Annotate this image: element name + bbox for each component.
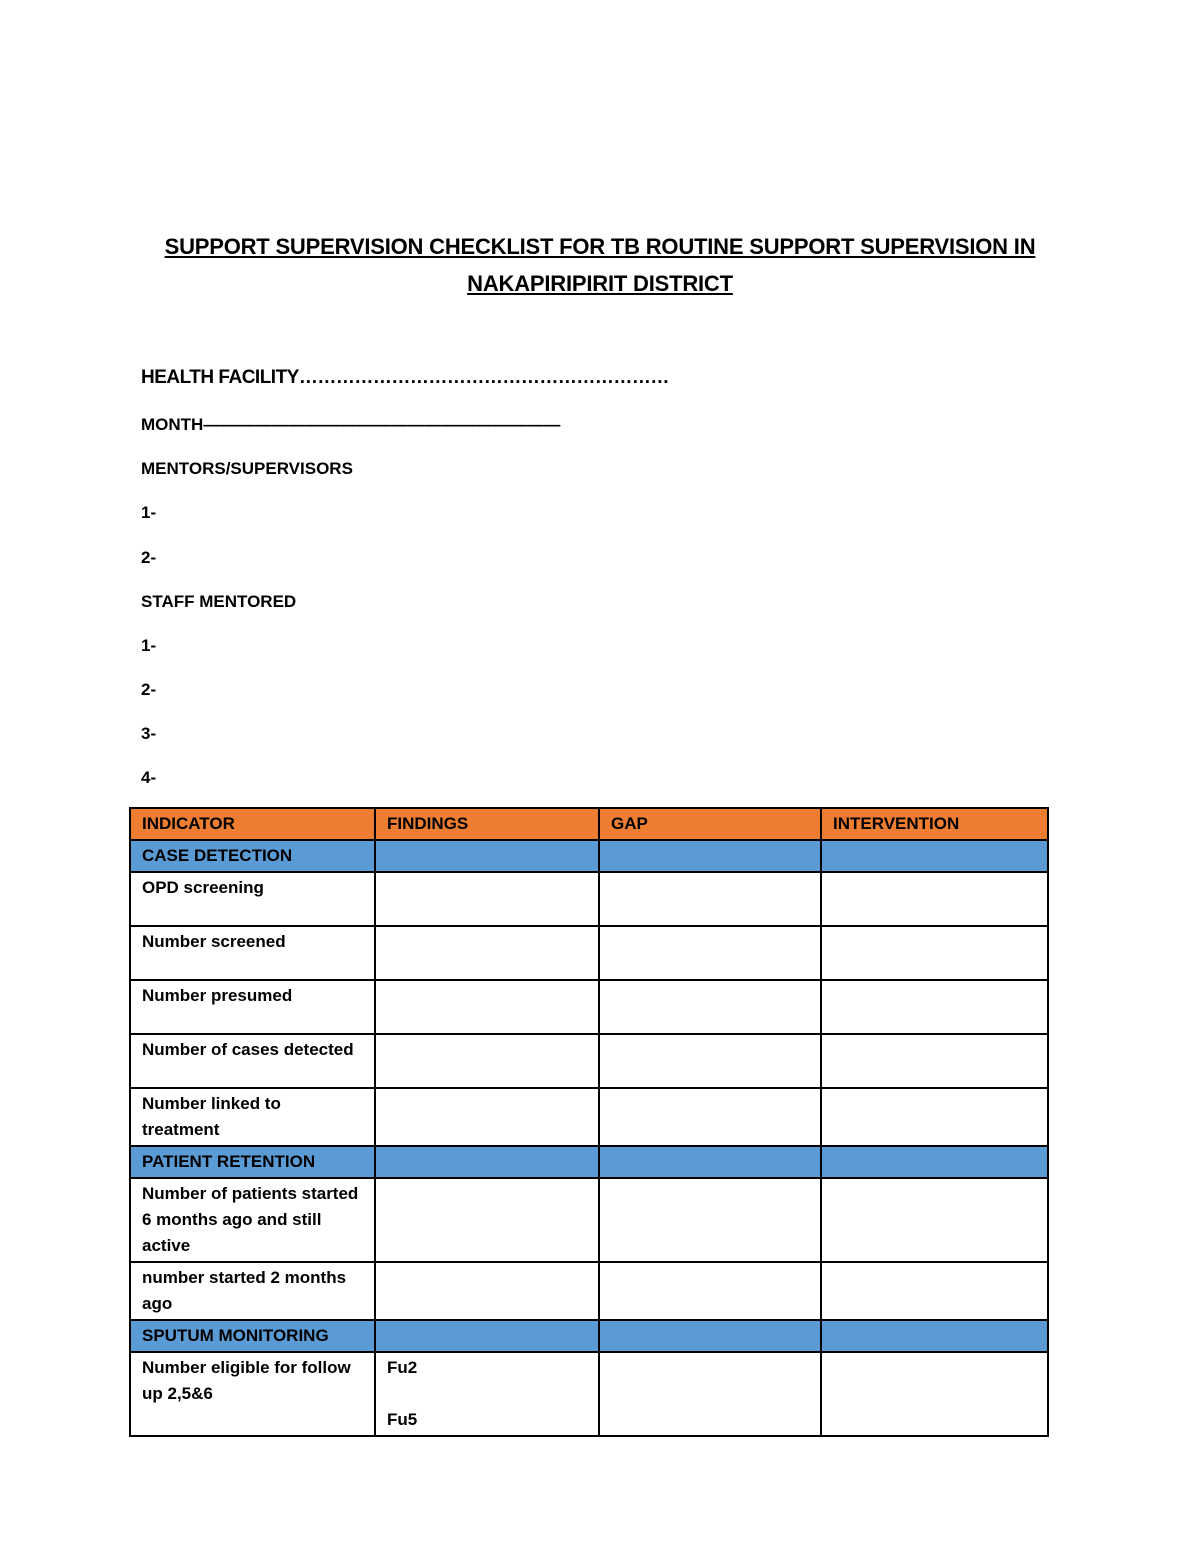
gap-cell[interactable] (599, 1034, 821, 1088)
section-title: PATIENT RETENTION (130, 1146, 375, 1178)
intervention-cell[interactable] (821, 926, 1048, 980)
indicator-cell: Number screened (130, 926, 375, 980)
fu2-label: Fu2 (387, 1358, 418, 1377)
section-title: SPUTUM MONITORING (130, 1320, 375, 1352)
section-row-case-detection (130, 840, 1048, 872)
findings-cell[interactable] (375, 926, 599, 980)
gap-cell[interactable] (599, 926, 821, 980)
mentors-label: MENTORS/SUPERVISORS (141, 459, 353, 478)
table-row (130, 872, 1048, 926)
intervention-cell[interactable] (821, 1352, 1048, 1436)
month-field[interactable]: MONTH————————————————————— (141, 415, 561, 434)
mentor-2-field[interactable]: 2- (141, 548, 157, 567)
indicator-cell: Number linked to treatment (130, 1088, 375, 1146)
header-gap: GAP (599, 808, 821, 840)
section-row-sputum-monitoring (130, 1320, 1048, 1352)
indicator-cell: Number presumed (130, 980, 375, 1034)
table-row (130, 1352, 1048, 1436)
intervention-cell[interactable] (821, 1178, 1048, 1262)
findings-cell[interactable] (375, 1088, 599, 1146)
gap-cell[interactable] (599, 1178, 821, 1262)
table-row (130, 1034, 1048, 1088)
intervention-cell[interactable] (821, 872, 1048, 926)
staff-2-field[interactable]: 2- (141, 680, 157, 699)
table-row (130, 1088, 1048, 1146)
findings-cell[interactable] (375, 872, 599, 926)
staff-4-field[interactable]: 4- (141, 768, 157, 787)
header-findings: FINDINGS (375, 808, 599, 840)
document-title-line-1: SUPPORT SUPERVISION CHECKLIST FOR TB ROUTINE SUPPORT SUPERVISION IN (164, 234, 1036, 259)
indicator-cell: Number eligible for follow up 2,5&6 (130, 1352, 375, 1436)
mentor-1-field[interactable]: 1- (141, 503, 157, 522)
intervention-cell[interactable] (821, 980, 1048, 1034)
findings-cell[interactable] (375, 1178, 599, 1262)
header-indicator: INDICATOR (130, 808, 375, 840)
checklist-table (129, 807, 1049, 1437)
gap-cell[interactable] (599, 1352, 821, 1436)
table-row (130, 926, 1048, 980)
findings-cell[interactable] (375, 980, 599, 1034)
indicator-cell: Number of patients started 6 months ago and still active (130, 1178, 375, 1262)
table-row (130, 980, 1048, 1034)
findings-cell[interactable] (375, 1352, 599, 1436)
section-title: CASE DETECTION (130, 840, 375, 872)
section-row-patient-retention (130, 1146, 1048, 1178)
fu5-label: Fu5 (387, 1410, 418, 1429)
intervention-cell[interactable] (821, 1034, 1048, 1088)
findings-cell[interactable] (375, 1034, 599, 1088)
gap-cell[interactable] (599, 872, 821, 926)
gap-cell[interactable] (599, 1088, 821, 1146)
document-title-line-2: NAKAPIRIPIRIT DISTRICT (467, 271, 733, 296)
staff-1-field[interactable]: 1- (141, 636, 157, 655)
health-facility-field[interactable]: HEALTH FACILITY…………………………………………………… (141, 367, 669, 388)
indicator-cell: OPD screening (130, 872, 375, 926)
indicator-cell: Number of cases detected (130, 1034, 375, 1088)
header-intervention: INTERVENTION (821, 808, 1048, 840)
intervention-cell[interactable] (821, 1088, 1048, 1146)
staff-3-field[interactable]: 3- (141, 724, 157, 743)
table-row (130, 1262, 1048, 1320)
findings-cell[interactable] (375, 1262, 599, 1320)
indicator-cell: number started 2 months ago (130, 1262, 375, 1320)
table-header-row (130, 808, 1048, 840)
table-row (130, 1178, 1048, 1262)
staff-mentored-label: STAFF MENTORED (141, 592, 297, 611)
gap-cell[interactable] (599, 980, 821, 1034)
intervention-cell[interactable] (821, 1262, 1048, 1320)
gap-cell[interactable] (599, 1262, 821, 1320)
